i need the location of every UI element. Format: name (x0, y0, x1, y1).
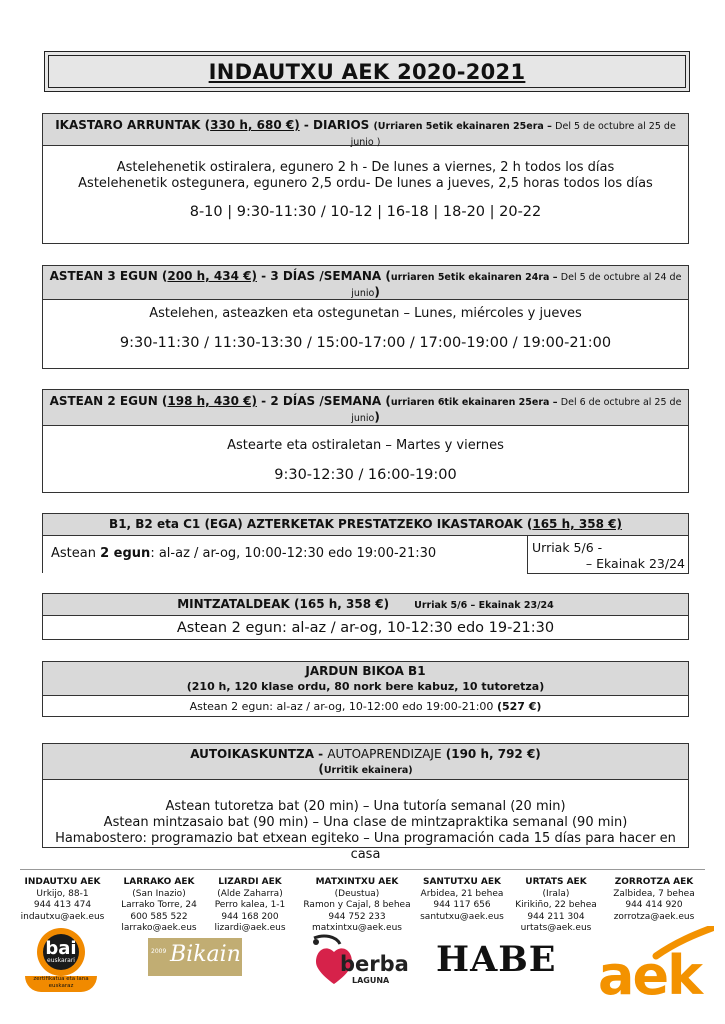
course-box-jardun (42, 661, 689, 717)
office-santutxu: SANTUTXU AEK Arbidea, 21 behea 944 117 656 santutxu@aek.eus (420, 877, 504, 922)
page-title-frame (44, 51, 690, 92)
schedule-line: Astean 2 egun: al-az / ar-og, 10:00-12:30 edo 19:00-21:30 (51, 546, 437, 561)
course-box-conversation (42, 593, 689, 640)
hours-line: 9:30-11:30 / 11:30-13:30 / 15:00-17:00 / 17:00-19:00 / 19:00-21:00 (119, 335, 612, 351)
end-date: – Ekainak 23/24 (585, 556, 685, 571)
schedule-line: Astearte eta ostiraletan – Martes y viernes (227, 438, 504, 453)
course-header-self-study: AUTOIKASKUNTZA - AUTOAPRENDIZAJE (190 h, 792 €) (Urritik ekainera) (43, 744, 688, 780)
date-range-cell (527, 536, 689, 574)
course-header-2days: ASTEAN 2 EGUN (198 h, 430 €) - 2 DÍAS /SEMANA (urriaren 6tik ekainaren 25era – Del 6 de octubre al 25 de junio) (43, 390, 688, 426)
course-body-3days (43, 306, 688, 351)
office-zorrotza: ZORROTZA AEK Zalbidea, 7 behea 944 414 920 zorrotza@aek.eus (613, 877, 695, 922)
schedule-line: Astelehenetik ostegunera, egunero 2,5 ordu- De lunes a jueves, 2,5 horas todos los días (78, 176, 653, 191)
office-matxintxu: MATXINTXU AEK (Deustua) Ramon y Cajal, 8 behea 944 752 233 matxintxu@aek.eus (303, 877, 411, 933)
footer-divider (20, 869, 705, 870)
course-header-exam-prep: B1, B2 eta C1 (EGA) AZTERKETAK PRESTATZEKO IKASTAROAK (165 h, 358 €) (43, 514, 688, 536)
bikain-logo: 2009 Bikain (148, 938, 242, 976)
schedule-line: Astean mintzasaio bat (90 min) – Una clase de mintzapraktika semanal (90 min) (103, 815, 628, 830)
course-body-regular (43, 160, 688, 220)
schedule-line: Astean 2 egun: al-az / ar-og, 10-12:00 edo 19:00-21:00 (527 €) (189, 700, 542, 713)
course-header-regular: IKASTARO ARRUNTAK (330 h, 680 €) - DIARIOS (Urriaren 5etik ekainaren 25era – Del 5 de octubre al 25 de junio ) (43, 114, 688, 146)
course-body-exam-prep (43, 536, 688, 573)
habe-logo: HABE (436, 939, 557, 980)
jardun-title: JARDUN BIKOA B1 (305, 664, 426, 678)
course-box-regular (42, 113, 689, 244)
course-box-2days (42, 389, 689, 493)
course-header-conversation: MINTZATALDEAK (165 h, 358 €) Urriak 5/6 – Ekainak 23/24 (43, 594, 688, 616)
course-body-2days (43, 438, 688, 483)
start-date: Urriak 5/6 - (532, 540, 603, 555)
office-urtats: URTATS AEK (Irala) Kirikiño, 22 behea 944 211 304 urtats@aek.eus (515, 877, 597, 933)
course-box-3days (42, 265, 689, 369)
jardun-subtitle: (210 h, 120 klase ordu, 80 nork bere kabuz, 10 tutoretza) (186, 680, 545, 693)
schedule-line: Astean tutoretza bat (20 min) – Una tutoría semanal (20 min) (165, 799, 566, 814)
page-title: INDAUTXU AEK 2020-2021 (208, 59, 526, 84)
schedule-line: Astelehenetik ostiralera, egunero 2 h - De lunes a viernes, 2 h todos los días (116, 160, 615, 175)
course-header-jardun (43, 662, 688, 696)
course-body-self-study (43, 780, 688, 863)
office-indautxu: INDAUTXU AEK Urkijo, 88-1 944 413 474 indautxu@aek.eus (20, 877, 105, 922)
course-box-self-study (42, 743, 689, 862)
bai-euskarari-logo: bai euskarari zertifikatua eta lana euskaraz (31, 928, 91, 990)
course-header-3days: ASTEAN 3 EGUN (200 h, 434 €) - 3 DÍAS /SEMANA (urriaren 5etik ekainaren 24ra – Del 5 de octubre al 24 de junio) (43, 266, 688, 300)
aek-logo: aek (596, 926, 714, 1010)
office-lizardi: LIZARDI AEK (Alde Zaharra) Perro kalea, 1-1 944 168 200 lizardi@aek.eus (214, 877, 286, 933)
hours-line: 8-10 | 9:30-11:30 / 10-12 | 16-18 | 18-20 | 20-22 (189, 204, 542, 220)
schedule-line: Astean 2 egun: al-az / ar-og, 10-12:30 edo 19-21:30 (176, 620, 555, 636)
office-larrako: LARRAKO AEK (San Inazio) Larrako Torre, 24 600 585 522 larrako@aek.eus (121, 877, 197, 933)
schedule-line: Hamabostero: programazio bat etxean egiteko – Una programación cada 15 días para hacer en casa (55, 831, 676, 862)
course-box-exam-prep (42, 513, 689, 573)
berba-laguna-logo: berba LAGUNA (310, 932, 408, 990)
page-title-inner (48, 55, 686, 88)
hours-line: 9:30-12:30 / 16:00-19:00 (274, 467, 457, 483)
schedule-line: Astelehen, asteazken eta ostegunetan – Lunes, miércoles y jueves (149, 306, 582, 321)
